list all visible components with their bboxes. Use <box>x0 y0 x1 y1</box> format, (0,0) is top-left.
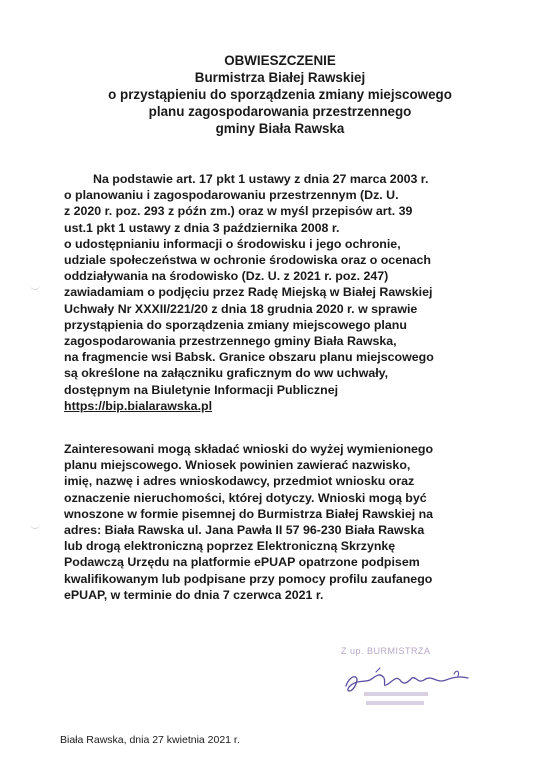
notice-title: OBWIESZCZENIE <box>224 53 336 68</box>
place-and-date: Biała Rawska, dnia 27 kwietnia 2021 r. <box>60 734 240 746</box>
margin-mark <box>30 522 40 529</box>
paragraph-line: o udostępnianiu informacji o środowisku i jego ochronie, <box>64 236 401 251</box>
notice-subject-line-1: o przystąpieniu do sporządzenia zmiany miejscowego <box>108 87 452 102</box>
paragraph-line: Podawczą Urzędu na platformie ePUAP opatrzone podpisem <box>64 555 420 570</box>
paragraph-line: zagospodarowania przestrzennego gminy Biała Rawska, <box>64 334 397 349</box>
paragraph-line: adres: Biała Rawska ul. Jana Pawła II 57 96-230 Biała Rawska <box>64 523 425 538</box>
paragraph-line: kwalifikowanym lub podpisane przy pomocy profilu zaufanego <box>64 571 433 586</box>
bip-link[interactable]: https://bip.bialarawska.pl <box>64 398 213 413</box>
paragraph-line: imię, nazwę i adres wnioskodawcy, przedmiot wniosku oraz <box>64 474 415 489</box>
paragraph-line: ePUAP, w terminie do dnia 7 czerwca 2021 r. <box>64 587 324 602</box>
paragraph-line: Uchwały Nr XXXII/221/20 z dnia 18 grudnia 2020 r. w sprawie <box>64 301 418 316</box>
signature-icon <box>336 646 506 716</box>
paragraph-submission-info <box>64 441 484 603</box>
paragraph-line: Na podstawie art. 17 pkt 1 ustawy z dnia 27 marca 2003 r. <box>93 172 429 186</box>
paragraph-line: ust.1 pkt 1 ustawy z dnia 3 października 2008 r. <box>64 220 340 235</box>
official-stamp <box>336 646 506 716</box>
notice-header <box>60 52 500 137</box>
paragraph-line: udziale społeczeństwa w ochronie środowiska oraz o ocenach <box>64 253 432 268</box>
paragraph-line: dostępnym na Biuletynie Informacji Publicznej <box>64 382 339 397</box>
notice-issuer: Burmistrza Białej Rawskiej <box>194 70 366 85</box>
paragraph-line: z 2020 r. poz. 293 z późn zm.) oraz w myśl przepisów art. 39 <box>64 204 413 219</box>
paragraph-line: lub drogą elektroniczną poprzez Elektroniczną Skrzynkę <box>64 539 396 554</box>
paragraph-line: przystąpienia do sporządzenia zmiany miejscowego planu <box>64 317 407 332</box>
paragraph-line: Zainteresowani mogą składać wnioski do wyżej wymienionego <box>64 442 434 456</box>
stamp-title: Z up. BURMISTRZA <box>341 646 431 656</box>
paragraph-line: oddziaływania na środowisko (Dz. U. z 2021 r. poz. 247) <box>64 269 389 284</box>
notice-subject-line-2: planu zagospodarowania przestrzennego <box>148 104 412 119</box>
paragraph-line: na fragmencie wsi Babsk. Granice obszaru planu miejscowego <box>64 350 434 365</box>
paragraph-legal-basis <box>64 171 484 414</box>
notice-subject-line-3: gminy Biała Rawska <box>215 121 345 136</box>
margin-mark <box>30 283 40 290</box>
paragraph-line: są określone na załączniku graficznym do ww uchwały, <box>64 366 389 381</box>
paragraph-line: planu miejscowego. Wniosek powinien zawierać nazwisko, <box>64 458 411 473</box>
paragraph-line: wnoszone w formie pisemnej do Burmistrza Białej Rawskiej na <box>64 506 434 521</box>
paragraph-line: o planowaniu i zagospodarowaniu przestrzennym (Dz. U. <box>64 188 399 203</box>
paragraph-line: oznaczenie nieruchomości, której dotyczy. Wnioski mogą być <box>64 490 427 505</box>
paragraph-line: zawiadamiam o podjęciu przez Radę Miejską w Białej Rawskiej <box>64 285 433 300</box>
